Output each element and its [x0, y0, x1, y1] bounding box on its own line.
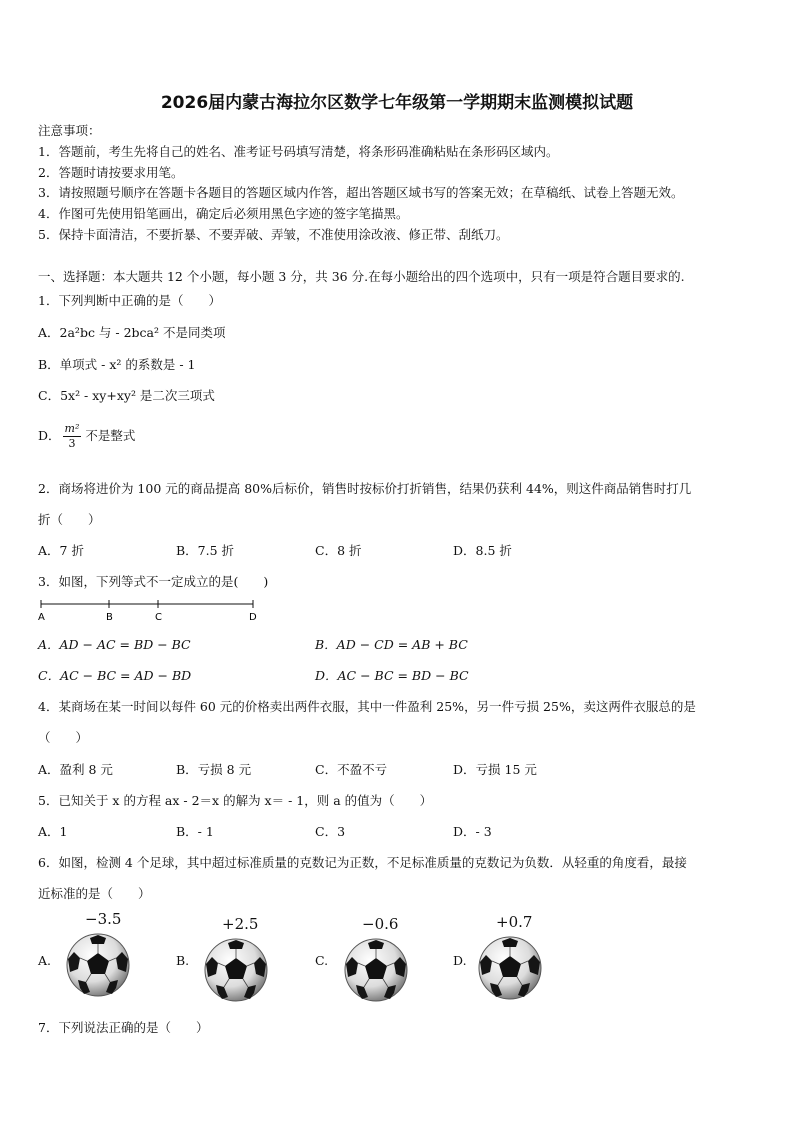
q4-option-a: A．盈利 8 元 — [38, 762, 113, 777]
q4-stem-line2: （ ） — [38, 730, 89, 745]
fraction-denominator: 3 — [68, 437, 76, 450]
soccer-ball-icon — [477, 935, 543, 1001]
q4-stem-line1: 4．某商场在某一时间以每件 60 元的价格卖出两件衣服，其中一件盈利 25%，另一件亏损 25%，卖这两件衣服总的是 — [38, 699, 696, 714]
line-segment-diagram — [36, 597, 260, 623]
q6-label-a: A. — [38, 953, 52, 968]
q6-label-c: C. — [315, 953, 329, 968]
note-item-3: 3．请按照题号顺序在答题卡各题目的答题区域内作答，超出答题区域书写的答案无效；在草稿纸、试卷上答题无效。 — [38, 185, 684, 200]
q3-option-c: C．AC − BC = AD − BD — [38, 668, 192, 683]
q3-stem: 3．如图，下列等式不一定成立的是( ) — [38, 574, 269, 589]
q6-label-b: B. — [176, 953, 190, 968]
point-label-b: B — [106, 612, 113, 623]
q5-stem: 5．已知关于 x 的方程 ax - 2＝x 的解为 x＝ - 1，则 a 的值为（ ） — [38, 793, 433, 808]
fraction-numerator: m² — [64, 422, 80, 435]
note-item-2: 2．答题时请按要求用笔。 — [38, 165, 184, 180]
page-title: 2026届内蒙古海拉尔区数学七年级第一学期期末监测模拟试题 — [160, 93, 634, 113]
q3-option-d: D．AC − BC = BD − BC — [315, 668, 469, 683]
soccer-ball-icon — [203, 937, 269, 1003]
q2-option-d: D．8.5 折 — [453, 543, 512, 558]
point-label-d: D — [249, 612, 257, 623]
q3-option-b: B．AD − CD = AB + BC — [315, 637, 468, 652]
q1-option-d-prefix: D． — [38, 428, 61, 443]
q4-option-d: D．亏损 15 元 — [453, 762, 537, 777]
note-item-5: 5．保持卡面清洁，不要折暴、不要弄破、弄皱，不准使用涂改液、修正带、刮纸刀。 — [38, 227, 509, 242]
q1-option-a: A．2a²bc 与 - 2bca² 不是同类项 — [38, 325, 226, 340]
note-item-1: 1．答题前，考生先将自己的姓名、准考证号码填写清楚，将条形码准确粘贴在条形码区域内。 — [38, 144, 559, 159]
q6-label-d: D. — [453, 953, 467, 968]
q2-option-c: C．8 折 — [315, 543, 362, 558]
q7-stem: 7．下列说法正确的是（ ） — [38, 1020, 209, 1035]
q1-fraction — [63, 422, 82, 451]
notes-heading: 注意事项： — [38, 123, 101, 138]
ball-value-d: +0.7 — [496, 913, 533, 931]
q2-stem-line2: 折（ ） — [38, 512, 101, 527]
q1-option-d — [38, 422, 135, 451]
q1-option-c: C．5x² - xy+xy² 是二次三项式 — [38, 388, 215, 403]
point-label-c: C — [155, 612, 162, 623]
q3-option-a: A．AD − AC = BD − BC — [38, 637, 191, 652]
ball-value-b: +2.5 — [222, 915, 259, 933]
q5-option-b: B．- 1 — [176, 824, 214, 839]
q1-stem: 1．下列判断中正确的是（ ） — [38, 293, 221, 308]
ball-value-c: −0.6 — [362, 915, 399, 933]
note-item-4: 4．作图可先使用铅笔画出，确定后必须用黑色字迹的签字笔描黑。 — [38, 206, 409, 221]
q5-option-d: D．- 3 — [453, 824, 492, 839]
q2-stem-line1: 2．商场将进价为 100 元的商品提高 80%后标价，销售时按标价打折销售，结果仍获利 44%，则这件商品销售时打几 — [38, 481, 692, 496]
section-heading: 一、选择题：本大题共 12 个小题，每小题 3 分，共 36 分.在每小题给出的四个选项中，只有一项是符合题目要求的. — [38, 269, 685, 284]
q2-option-a: A．7 折 — [38, 543, 84, 558]
ball-value-a: −3.5 — [85, 910, 122, 928]
q1-option-b: B．单项式 - x² 的系数是 - 1 — [38, 357, 196, 372]
q5-option-a: A．1 — [38, 824, 68, 839]
q1-option-d-suffix: 不是整式 — [85, 428, 136, 443]
soccer-ball-icon — [65, 932, 131, 998]
q4-option-c: C．不盈不亏 — [315, 762, 388, 777]
soccer-ball-icon — [343, 937, 409, 1003]
q6-stem-line1: 6．如图，检测 4 个足球，其中超过标准质量的克数记为正数，不足标准质量的克数记为负数．从轻重的角度看，最接 — [38, 855, 687, 870]
point-label-a: A — [38, 612, 45, 623]
q5-option-c: C．3 — [315, 824, 346, 839]
q6-stem-line2: 近标准的是（ ） — [38, 886, 151, 901]
q2-option-b: B．7.5 折 — [176, 543, 235, 558]
q4-option-b: B．亏损 8 元 — [176, 762, 252, 777]
